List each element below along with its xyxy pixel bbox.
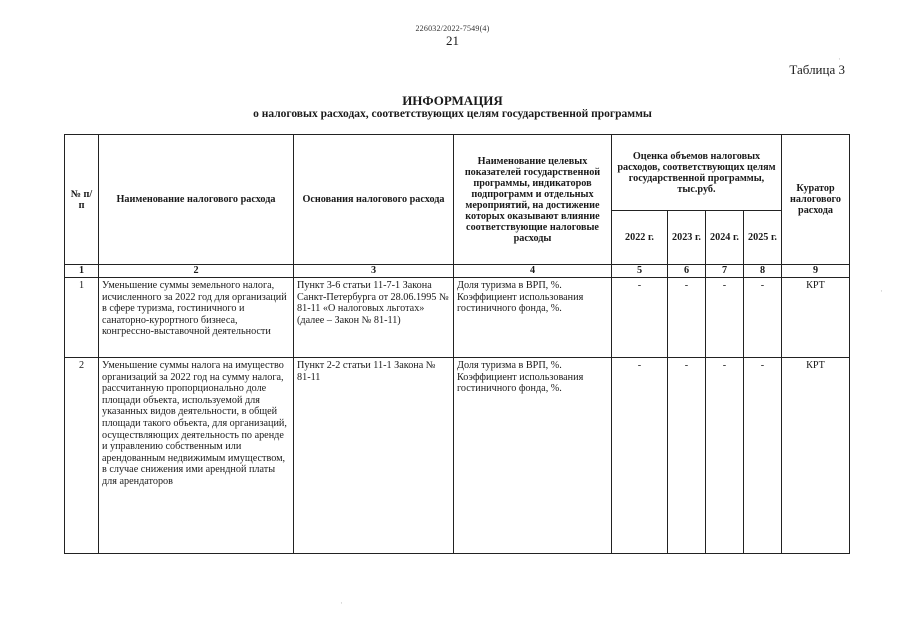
row-value-2022: - — [612, 278, 668, 358]
column-number: 8 — [744, 265, 782, 278]
column-number: 5 — [612, 265, 668, 278]
scan-speck: · — [838, 54, 841, 64]
column-number: 2 — [99, 265, 294, 278]
row-curator: КРТ — [782, 278, 850, 358]
column-number: 6 — [668, 265, 706, 278]
column-number: 7 — [706, 265, 744, 278]
document-title: ИНФОРМАЦИЯ — [402, 93, 503, 108]
header-basis: Основания налогового расхода — [294, 135, 454, 265]
page-number: 21 — [446, 33, 459, 48]
row-curator: КРТ — [782, 358, 850, 554]
row-indicators: Доля туризма в ВРП, %. Коэффициент использования гостиничного фонда, %. — [454, 278, 612, 358]
row-indicators: Доля туризма в ВРП, %. Коэффициент использования гостиничного фонда, %. — [454, 358, 612, 554]
tax-expenditure-table — [64, 134, 850, 554]
row-num: 1 — [65, 278, 99, 358]
column-number: 9 — [782, 265, 850, 278]
row-num: 2 — [65, 358, 99, 554]
scan-speck: · — [340, 598, 343, 608]
header-year-2024: 2024 г. — [706, 211, 744, 265]
header-year-2023: 2023 г. — [668, 211, 706, 265]
document-code: 226032/2022-7549(4) — [415, 24, 490, 33]
header-curator: Куратор налогового расхода — [782, 135, 850, 265]
row-value-2025: - — [744, 358, 782, 554]
header-year-2025: 2025 г. — [744, 211, 782, 265]
table-label: Таблица 3 — [789, 62, 845, 77]
header-num: № п/п — [65, 135, 99, 265]
row-value-2023: - — [668, 358, 706, 554]
header-indicators: Наименование целевых показателей государственной программы, индикаторов подпрограмм и отдельных мероприятий, на достижение которых оказывают влияние соответствующие налоговые расходы — [454, 135, 612, 265]
row-value-2022: - — [612, 358, 668, 554]
column-number-row — [65, 265, 850, 278]
row-basis: Пункт 3-6 статьи 11-7-1 Закона Санкт-Петербурга от 28.06.1995 № 81-11 «О налоговых льготах» (далее – Закон № 81-11) — [294, 278, 454, 358]
document-subtitle: о налоговых расходах, соответствующих целям государственной программы — [253, 108, 652, 120]
row-value-2025: - — [744, 278, 782, 358]
header-estimate-group: Оценка объемов налоговых расходов, соответствующих целям государственной программы, тыс.руб. — [612, 135, 782, 211]
header-year-2022: 2022 г. — [612, 211, 668, 265]
row-value-2024: - — [706, 278, 744, 358]
table-row — [65, 358, 850, 554]
row-name: Уменьшение суммы налога на имущество организаций за 2022 год на сумму налога, рассчитанную пропорционально доле площади объекта, используемой для указанных видов деятельности, в общей площади такого объекта, для организаций, осуществляющих деятельность по аренде и управлению собственным или арендованным недвижимым имуществом, в случае снижения ими арендной платы для арендаторов — [99, 358, 294, 554]
row-name: Уменьшение суммы земельного налога, исчисленного за 2022 год для организаций в сфере туризма, гостиничного и санаторно-курортного бизнеса, конгрессно-выставочной деятельности — [99, 278, 294, 358]
row-basis: Пункт 2-2 статьи 11-1 Закона № 81-11 — [294, 358, 454, 554]
row-value-2023: - — [668, 278, 706, 358]
column-number: 4 — [454, 265, 612, 278]
column-number: 1 — [65, 265, 99, 278]
table-row — [65, 278, 850, 358]
row-value-2024: - — [706, 358, 744, 554]
scan-speck: · — [880, 286, 883, 296]
header-name: Наименование налогового расхода — [99, 135, 294, 265]
column-number: 3 — [294, 265, 454, 278]
